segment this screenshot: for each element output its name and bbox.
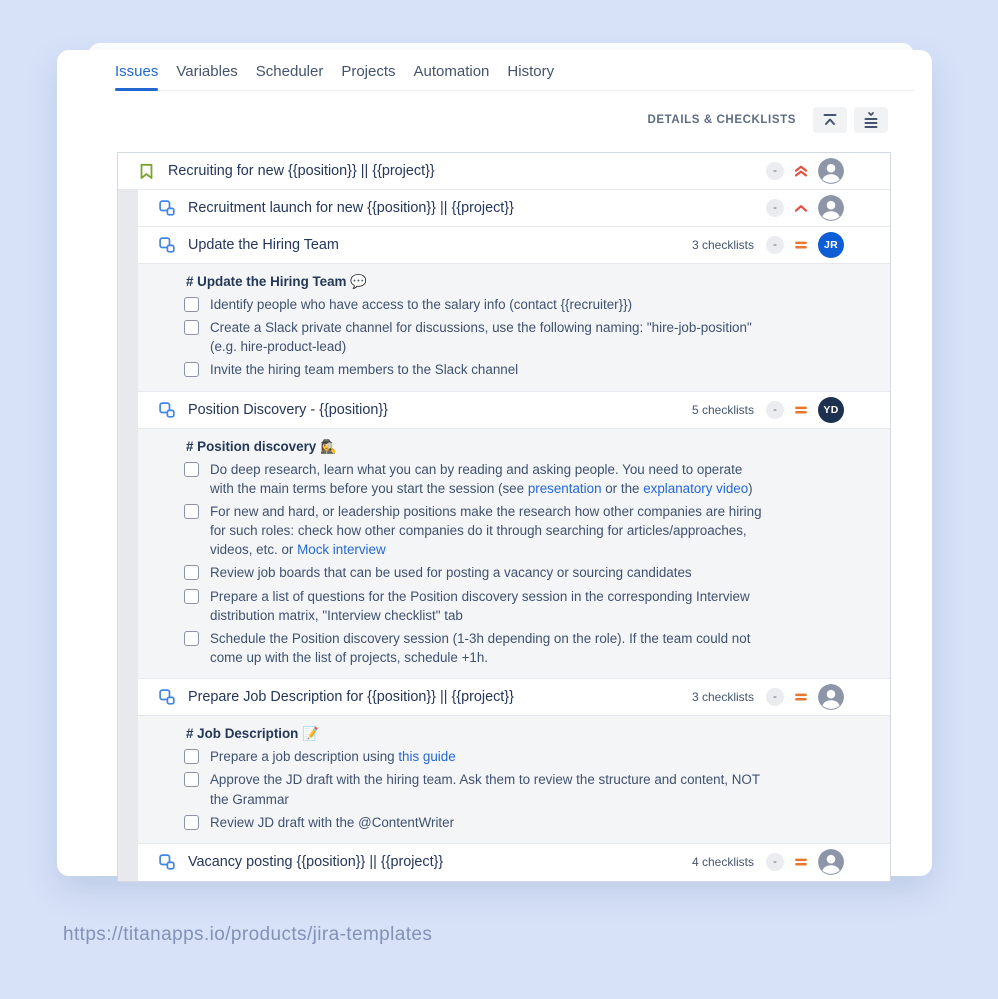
chevron-down-lines-icon xyxy=(862,111,880,129)
checklist-item-text: Approve the JD draft with the hiring team. Ask them to review the structure and content, NOT the Grammar xyxy=(210,772,760,807)
scroll-to-top-button[interactable] xyxy=(813,107,847,133)
checklist-header: # Update the Hiring Team 💬 xyxy=(186,274,367,289)
inline-link[interactable]: this guide xyxy=(398,749,456,765)
issue-title: Update the Hiring Team xyxy=(188,237,339,253)
subtask-icon xyxy=(158,200,175,216)
inline-link[interactable]: Mock interview xyxy=(297,542,386,558)
tab-scheduler[interactable]: Scheduler xyxy=(255,63,324,80)
issue-title: Recruiting for new {{position}} || {{project}} xyxy=(168,163,435,179)
footer-url: https://titanapps.io/products/jira-templates xyxy=(63,924,433,945)
assignee-avatar-default[interactable] xyxy=(818,158,844,184)
checklist-item xyxy=(184,460,850,498)
issue-title: Vacancy posting {{position}} || {{project}} xyxy=(188,854,444,871)
checklist-item xyxy=(184,813,850,832)
checklists-count: 3 checklists xyxy=(691,238,754,252)
checklist-item xyxy=(184,563,850,582)
checklist-item-text: Do deep research, learn what you can by reading and asking people. You need to operate with the main terms before you start the session (see presentation or the explanatory video) xyxy=(210,461,753,496)
issue-row-meta xyxy=(692,849,844,875)
checkbox[interactable] xyxy=(184,772,199,787)
checklist-item-text: Invite the hiring team members to the Slack channel xyxy=(210,362,519,378)
assignee-avatar[interactable]: YD xyxy=(818,397,844,423)
checklist-item-text: Review JD draft with the @ContentWriter xyxy=(210,814,455,830)
checklist-block xyxy=(118,716,890,844)
inline-link[interactable]: explanatory video xyxy=(643,480,749,496)
checklist-item xyxy=(184,587,850,625)
issue-row[interactable] xyxy=(118,392,890,429)
issue-row-meta xyxy=(766,158,844,184)
checkbox[interactable] xyxy=(184,297,199,312)
story-bookmark-icon xyxy=(138,163,155,180)
tab-bar xyxy=(115,63,914,91)
issue-row[interactable] xyxy=(118,153,890,190)
subtask-icon xyxy=(158,402,175,418)
checklists-count: 5 checklists xyxy=(691,402,754,417)
checklist-item xyxy=(184,747,850,766)
issue-title: Recruitment launch for new {{position}} || {{project}} xyxy=(188,200,514,216)
checklist-item-text: Prepare a list of questions for the Position discovery session in the corresponding Interview distribution matrix, "Interview checklist" tab xyxy=(210,588,750,623)
checkbox[interactable] xyxy=(184,362,199,377)
checklist-block xyxy=(118,264,890,392)
checklist-header: # Position discovery 🕵️‍♀️ xyxy=(186,438,337,454)
checkbox[interactable] xyxy=(184,631,199,646)
issue-row-meta xyxy=(766,195,844,221)
checkbox[interactable] xyxy=(184,565,199,580)
panel-header xyxy=(647,106,888,133)
estimate-badge[interactable]: - xyxy=(766,401,784,419)
estimate-badge[interactable]: - xyxy=(766,236,784,254)
collapse-all-button[interactable] xyxy=(854,107,888,133)
assignee-avatar-default[interactable] xyxy=(818,195,844,221)
priority-medium-icon xyxy=(793,689,809,705)
checklist-header: # Job Description 📝 xyxy=(186,726,319,742)
checkbox[interactable] xyxy=(184,504,199,519)
checklist-item xyxy=(184,318,850,356)
issue-title: Prepare Job Description for {{position}} || {{project}} xyxy=(188,689,514,706)
priority-medium-icon xyxy=(793,402,809,418)
estimate-badge[interactable]: - xyxy=(766,162,784,180)
checklist-item-text: For new and hard, or leadership positions make the research how other companies are hiring for such roles: check how other companies do it through searching for articles/approaches, videos, etc. or Mock interview xyxy=(210,503,762,558)
tab-projects[interactable]: Projects xyxy=(341,63,396,80)
checkbox[interactable] xyxy=(184,589,199,604)
tab-history[interactable]: History xyxy=(507,63,555,80)
assignee-avatar-default[interactable] xyxy=(818,684,844,710)
tab-variables[interactable]: Variables xyxy=(176,63,238,80)
issue-row[interactable] xyxy=(118,227,890,264)
panel-title: DETAILS & CHECKLISTS xyxy=(647,113,796,126)
checkbox[interactable] xyxy=(184,462,199,477)
estimate-badge[interactable]: - xyxy=(766,688,784,706)
checklist-item-text: Prepare a job description using this guide xyxy=(210,749,456,765)
priority-high-icon xyxy=(793,200,809,216)
tab-automation[interactable]: Automation xyxy=(413,63,490,80)
checklist-item xyxy=(184,629,850,667)
checkbox[interactable] xyxy=(184,320,199,335)
checklist-item-text: Identify people who have access to the salary info (contact {{recruiter}}) xyxy=(210,297,633,312)
issue-row[interactable] xyxy=(118,844,890,881)
tab-issues[interactable]: Issues xyxy=(115,63,159,80)
checklists-count: 4 checklists xyxy=(691,855,754,870)
template-preview-card xyxy=(57,50,932,876)
checkbox[interactable] xyxy=(184,749,199,764)
assignee-avatar[interactable]: JR xyxy=(818,232,844,258)
checklist-item-text: Create a Slack private channel for discussions, use the following naming: "hire-job-position" (e.g. hire-product-lead) xyxy=(210,320,752,355)
checklist-item xyxy=(184,502,850,559)
estimate-badge[interactable]: - xyxy=(766,199,784,217)
checklist-item xyxy=(184,295,850,314)
estimate-badge[interactable]: - xyxy=(766,853,784,871)
issue-table xyxy=(117,152,891,882)
priority-medium-icon xyxy=(793,237,809,253)
assignee-avatar-default[interactable] xyxy=(818,849,844,875)
issue-title: Position Discovery - {{position}} xyxy=(188,401,388,418)
priority-medium-icon xyxy=(793,854,809,870)
checklist-item-text: Schedule the Position discovery session (1-3h depending on the role). If the team could not come up with the list of projects, schedule +1h. xyxy=(210,630,751,666)
issue-row-meta xyxy=(692,397,844,423)
subtask-icon xyxy=(158,689,175,705)
inline-link[interactable]: presentation xyxy=(527,480,602,496)
subtask-icon xyxy=(158,854,175,870)
issue-row[interactable] xyxy=(118,190,890,227)
checklist-item xyxy=(184,360,850,379)
subtask-icon xyxy=(158,237,175,253)
checklist-item-text: Review job boards that can be used for posting a vacancy or sourcing candidates xyxy=(210,565,692,581)
checkbox[interactable] xyxy=(184,815,199,830)
issue-row-meta xyxy=(692,232,844,258)
bar-chevron-up-icon xyxy=(821,112,839,128)
checklist-block xyxy=(118,429,890,680)
issue-row-meta xyxy=(692,684,844,710)
priority-highest-icon xyxy=(793,163,809,179)
checklists-count: 3 checklists xyxy=(691,690,754,705)
checklist-item xyxy=(184,770,850,808)
issue-row[interactable] xyxy=(118,679,890,716)
